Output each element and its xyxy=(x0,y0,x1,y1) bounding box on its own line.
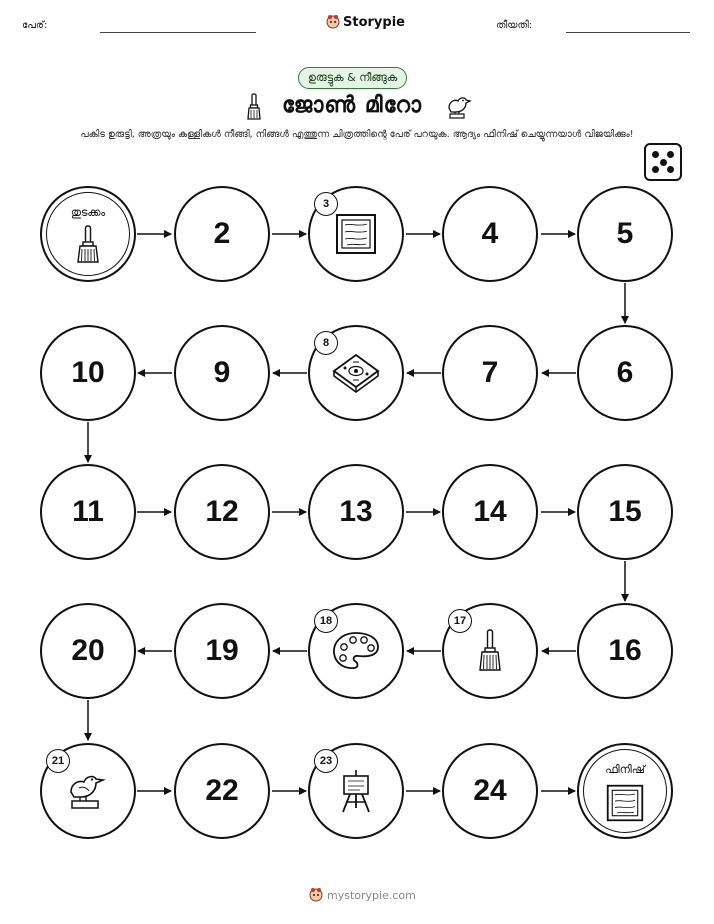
footer xyxy=(309,887,416,903)
cell-number-badge: 8 xyxy=(314,331,338,355)
cell-number: 11 xyxy=(72,495,104,528)
picture-cell[interactable] xyxy=(308,325,404,421)
board-cell[interactable] xyxy=(577,603,673,699)
cell-number: 16 xyxy=(608,634,642,667)
abstract-painting-icon xyxy=(331,353,381,393)
board-cell[interactable] xyxy=(577,464,673,560)
cell-number-badge: 21 xyxy=(46,749,70,773)
cell-number: 6 xyxy=(616,356,634,389)
easel-icon xyxy=(338,768,374,814)
bird-sculpture-icon xyxy=(65,770,111,812)
picture-cell[interactable] xyxy=(40,743,136,839)
board-cell[interactable] xyxy=(442,743,538,839)
board-cell[interactable] xyxy=(442,325,538,421)
cell-number-badge: 23 xyxy=(314,749,338,773)
board-cell[interactable] xyxy=(442,464,538,560)
cell-number: 24 xyxy=(473,774,507,807)
cell-number: 20 xyxy=(71,634,105,667)
cell-number: 12 xyxy=(205,495,239,528)
board-cell[interactable] xyxy=(174,325,270,421)
cell-number: 9 xyxy=(213,356,231,389)
framed-painting-icon xyxy=(605,783,645,823)
board-cell[interactable] xyxy=(174,603,270,699)
paintbrush-icon xyxy=(73,225,103,265)
palette-icon xyxy=(331,630,381,672)
board-cell[interactable] xyxy=(442,186,538,282)
board-cell[interactable] xyxy=(40,603,136,699)
paintbrush-icon xyxy=(475,629,505,673)
board-cell[interactable] xyxy=(577,325,673,421)
board-cell[interactable] xyxy=(174,743,270,839)
name-label: പേര്: xyxy=(22,20,48,31)
footer-site[interactable]: mystorypie.com xyxy=(327,888,416,902)
subtitle-pill: ഉരുട്ടുക & നീങ്ങുക xyxy=(298,67,407,89)
cell-number: 14 xyxy=(473,495,507,528)
start-cell[interactable] xyxy=(40,186,136,282)
mascot-icon xyxy=(309,887,323,903)
date-label: തീയതി: xyxy=(496,20,533,31)
board-cell[interactable] xyxy=(174,186,270,282)
picture-cell[interactable] xyxy=(308,743,404,839)
cell-number-badge: 3 xyxy=(314,192,338,216)
board-cell[interactable] xyxy=(40,464,136,560)
start-label: തുടക്കം xyxy=(70,206,106,219)
board-cell[interactable] xyxy=(308,464,404,560)
cell-number-badge: 18 xyxy=(314,609,338,633)
cell-number: 4 xyxy=(481,217,499,250)
picture-cell[interactable] xyxy=(442,603,538,699)
finish-label: ഫിനിഷ് xyxy=(605,763,645,776)
cell-number: 5 xyxy=(616,217,634,250)
board-cell[interactable] xyxy=(577,186,673,282)
cell-number: 13 xyxy=(339,495,373,528)
finish-cell[interactable] xyxy=(577,743,673,839)
cell-number: 10 xyxy=(71,356,105,389)
board-cell[interactable] xyxy=(40,325,136,421)
cell-number-badge: 17 xyxy=(448,609,472,633)
framed-painting-icon xyxy=(334,212,378,256)
page-title: ജോൺ മിറോ xyxy=(282,93,423,118)
instructions: പകിട ഉരുട്ടി, അത്രയും കള്ളികൾ നീങ്ങി, നിങ്ങൾ എത്തുന്ന ചിത്രത്തിന്റെ പേര് പറയുക. ആദ്യം ഫിനിഷ് ചെയ്യുന്നയാൾ വിജയിക്കും! xyxy=(80,129,634,140)
picture-cell[interactable] xyxy=(308,603,404,699)
board-cell[interactable] xyxy=(174,464,270,560)
cell-number: 2 xyxy=(213,217,231,250)
cell-number: 22 xyxy=(205,774,239,807)
cell-number: 19 xyxy=(205,634,239,667)
brand-name: Storypie xyxy=(343,14,405,30)
cell-number: 15 xyxy=(608,495,642,528)
picture-cell[interactable] xyxy=(308,186,404,282)
cell-number: 7 xyxy=(481,356,499,389)
